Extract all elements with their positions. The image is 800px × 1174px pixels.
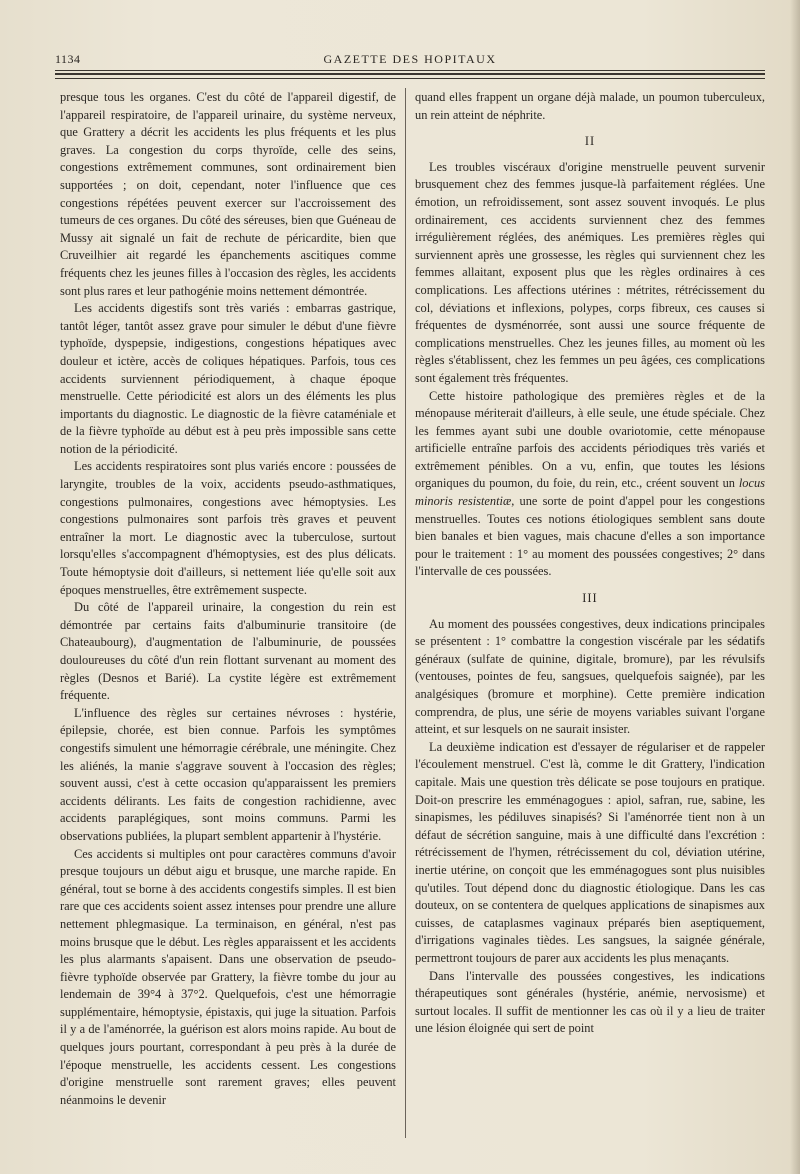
paragraph-text: , une sorte de point d'appel pour les congestions menstruelles. Toutes ces notions étiologiques semblent sans doute bien banales et bien vagues, mais chacune d'elles a son importance pour le traitement : 1° au moment des poussées congestives; 2° dans l'intervalle de ces poussées. bbox=[415, 494, 765, 579]
section-heading: II bbox=[584, 134, 596, 149]
paragraph: Ces accidents si multiples ont pour caractères communs d'avoir presque toujours un début aigu et brusque, une marche rapide. En général, tout se borne à des accidents congestifs simples. Il est bien rare que ces accidents soient assez intenses pour prendre une allure nettement phlegmasique. La terminaison, en général, n'est pas moins brusque que le début. Les règles apparaissent et les accidents les plus alarmants s'apaisent. Dans une observation de pseudo-fièvre typhoïde observée par Grattery, la fièvre tombe du jour au lendemain de 39°4 à 37°2. Quelquefois, c'est une hémorragie supplémentaire, hémoptysie, épistaxis, qui juge la situation. Parfois il y a de l'aménorrée, la guérison est alors moins rapide. Au bout de quelques jours pourtant, correspondant à peu près à la durée de l'époque menstruelle, les accidents cessent. Les congestions d'origine menstruelle sont rarement graves; elles peuvent néanmoins le devenir bbox=[60, 846, 396, 1107]
paragraph: presque tous les organes. C'est du côté de l'appareil digestif, de l'appareil respiratoire, de l'appareil urinaire, du système nerveux, que Grattery a décrit les accidents les plus fréquents et les plus graves. La congestion du corps thyroïde, celle des seins, congestions extrêmement communes, sont ordinairement bien supportées ; on doit, cependant, noter l'influence que ces congestions répétées peuvent exercer sur l'accroissement des tumeurs de ces organes. Du côté des séreuses, bien que Guéneau de Mussy ait signalé un fait de rechute de péricardite, bien que Cruveilhier ait regardé les épanchements ascitiques comme fréquents chez les jeunes filles à l'occasion des règles, les accidents sont plus rares et leur pathogénie moins nettement démontrée. bbox=[60, 90, 396, 298]
header-rule bbox=[55, 70, 765, 71]
paragraph: Au moment des poussées congestives, deux indications principales se présentent : 1° combattre la congestion viscérale par les sédatifs généraux (sulfate de quinine, digitale, bromure), par les révulsifs (ventouses, pointes de feu, sangsues, quelquefois saignée), par les analgésiques (bromure et morphine). Cette première indication comprendra, de plus, une série de moyens variables suivant l'organe atteint, et sur lesquels on ne saurait insister. bbox=[415, 616, 765, 737]
page-header bbox=[55, 50, 765, 72]
left-column bbox=[60, 89, 396, 1109]
paragraph: Les accidents respiratoires sont plus variés encore : poussées de laryngite, troubles de la voix, accidents pseudo-asthmatiques, congestions pulmonaires, congestions avec hémoptysies. Les congestions pulmonaires sont parfois très graves et peuvent entraîner la mort. Le diagnostic avec la tuberculose, surtout lorsqu'elles s'accompagnent d'hémoptysies, est des plus délicats. Toute hémoptysie doit d'ailleurs, si nettement liée qu'elle soit aux époques menstruelles, être extrêmement suspecte. bbox=[60, 459, 396, 597]
paragraph: La deuxième indication est d'essayer de régulariser et de rappeler l'écoulement menstruel. C'est là, comme le dit Grattery, l'indication capitale. Mais une question très délicate se pose toujours en pratique. Doit-on prescrire les emménagogues : apiol, safran, rue, sabine, les sinapismes, les pédiluves sinapisés? Si l'aménorrée tient non à un défaut de sécrétion sanguine, mais à une difficulté dans l'excrétion : rétrécissement de l'hymen, rétrécissement du col, déviation utérine, inertie utérine, on conçoit que les emménagogues sont plus nuisibles qu'utiles. Tout dépend donc du diagnostic étiologique. Dans les cas douteux, on se contentera de quelques applications de sinapismes aux cuisses, de cataplasmes vaginaux préparés bien aseptiquement, d'irrigations vaginales tièdes. Les sangsues, la saignée générale, permettront toujours de parer aux accidents les plus menaçants. bbox=[415, 739, 765, 965]
page-edge-shadow bbox=[790, 0, 800, 1174]
column-divider bbox=[405, 88, 406, 1138]
header-rule bbox=[55, 73, 765, 75]
paragraph: L'influence des règles sur certaines névroses : hystérie, épilepsie, chorée, est bien connue. Parfois les symptômes congestifs simulent une hémorragie cérébrale, une méningite. Chez les aliénés, la manie s'aggrave souvent à l'occasion des règles; souvent aussi, c'est à cette occasion qu'apparaissent les premiers accidents délirants. Les faits de congestion rachidienne, avec accidents paraplégiques, sont moins communs. Parmi les observations publiées, la plupart semblent appartenir à l'hystérie. bbox=[60, 705, 396, 843]
right-column bbox=[415, 89, 765, 1038]
paragraph-text: Cette histoire pathologique des premières règles et de la ménopause mériterait d'ailleurs, à elle seule, une étude spéciale. Chez les femmes ayant subi une double ovariotomie, cette ménopause artificielle entraîne parfois des accidents périodiques très variés et extrêmement pénibles. On a vu, enfin, que toutes les lésions organiques du poumon, du foie, du rein, etc., créent souvent un bbox=[415, 388, 765, 491]
paragraph: quand elles frappent un organe déjà malade, un poumon tuberculeux, un rein atteint de néphrite. bbox=[415, 90, 765, 122]
paragraph: Les troubles viscéraux d'origine menstruelle peuvent survenir brusquement chez des femmes jusque-là parfaitement réglées. Une émotion, un refroidissement, sont assez souvent invoqués. Le plus ordinairement, ces accidents surviennent chez des femmes irrégulièrement réglées, des anémiques. Les premières règles qui surviennent après une grossesse, les règles qui surviennent chez les femmes allaitant, exposent plus que les règles ordinaires à ces complications. Les affections utérines : métrites, rétrécissement du col, déviations et inflexions, polypes, corps fibreux, ces causes si fréquentes de dysménorrée, sont aussi une source fréquente de complications menstruelles. Chez les jeunes filles, au moment où les règles s'établissent, chez les femmes un peu âgées, ces complications sont également très fréquentes. bbox=[415, 159, 765, 385]
header-rule bbox=[55, 78, 765, 79]
paragraph: Du côté de l'appareil urinaire, la congestion du rein est démontrée par certains faits d'albuminurie transitoire (de Chateaubourg), d'augmentation de l'albuminurie, de poussées douloureuses du côté d'un rein flottant survenant au moment des règles (Desnos et Barié). La cystite légère est extrêmement fréquente. bbox=[60, 600, 396, 703]
paragraph: Les accidents digestifs sont très variés : embarras gastrique, tantôt léger, tantôt assez grave pour simuler le début d'une fièvre typhoïde, dyspepsie, indigestions, congestions hépatiques avec douleur et ictère, accès de coliques hépatiques. Parfois, tous ces accidents surviennent périodiquement, à chaque époque menstruelle. Cette périodicité est alors un des éléments les plus importants du diagnostic. Le diagnostic de la fièvre cataméniale et de la fièvre typhoïde au début est à peu près impossible sans cette notion de la périodicité. bbox=[60, 301, 396, 456]
latin-phrase: locus minoris resistentiæ bbox=[415, 476, 765, 509]
paragraph: Dans l'intervalle des poussées congestives, les indications thérapeutiques sont générales (hystérie, anémie, nervosisme) et surtout locales. Il suffit de mentionner les cas où il y a lieu de traiter une lésion éloignée qui sert de point bbox=[415, 968, 765, 1036]
page-number: 1134 bbox=[55, 52, 81, 66]
running-title: GAZETTE DES HOPITAUX bbox=[323, 52, 497, 66]
section-heading: III bbox=[582, 591, 598, 606]
paragraph bbox=[415, 388, 765, 582]
